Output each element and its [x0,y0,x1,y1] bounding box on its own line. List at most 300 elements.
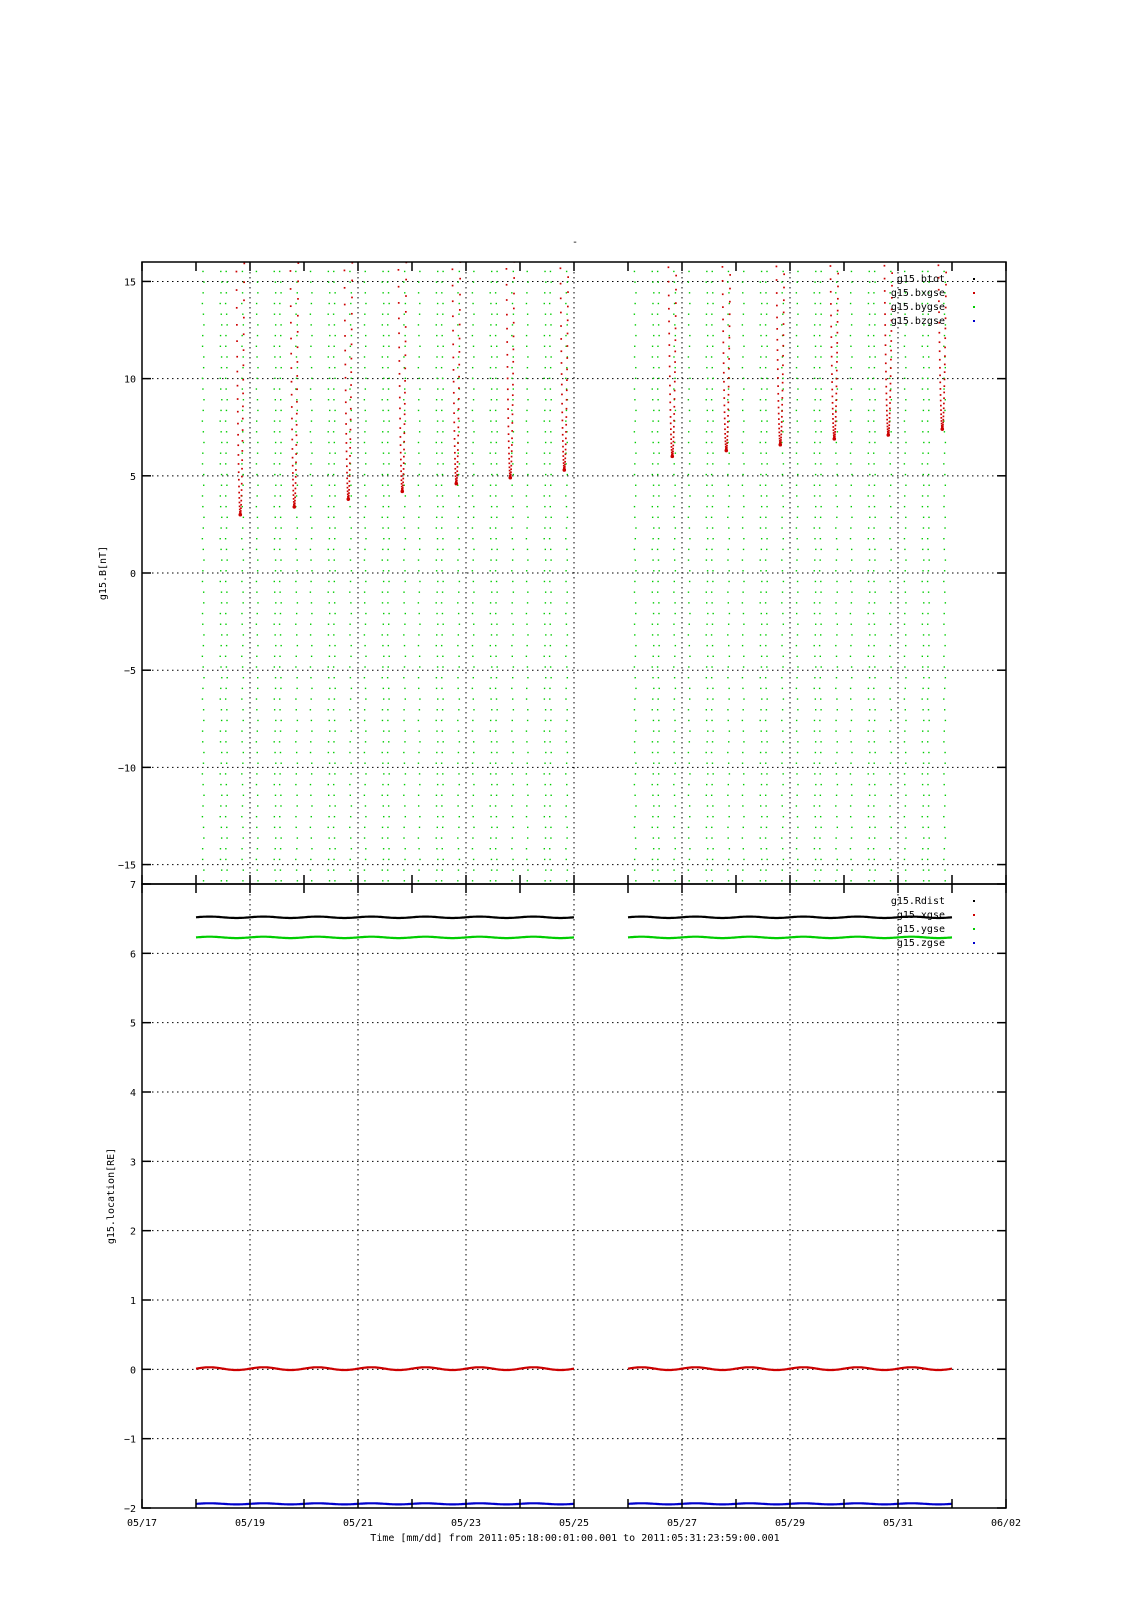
bygse-point [365,303,366,304]
bygse-point [761,730,762,731]
bygse-point [707,538,708,539]
bygse-point [850,538,851,539]
bygse-point [436,442,437,443]
bygse-point [819,292,820,293]
bygse-point [727,356,728,357]
bygse-point [765,805,766,806]
bygse-point [275,795,276,796]
bygse-point [689,420,690,421]
bygse-point [760,410,761,411]
bxgse-point [350,429,352,431]
bygse-point [565,420,566,421]
bygse-point [550,549,551,550]
bygse-point [675,292,676,293]
bygse-point [815,666,816,667]
bygse-point [351,335,352,336]
bygse-point [566,805,567,806]
bygse-point [928,688,929,689]
bygse-point [388,346,389,347]
bygse-point [850,292,851,293]
bygse-point [634,591,635,592]
bygse-point [890,859,891,860]
bygse-point [653,324,654,325]
bygse-point [436,410,437,411]
bygse-point [796,730,797,731]
bxgse-point [562,455,564,457]
bygse-point [310,281,311,282]
bygse-point [203,880,204,881]
bxgse-point [242,393,244,395]
bxgse-point [291,429,293,431]
bygse-point [527,720,528,721]
bygse-point [634,816,635,817]
bygse-point [544,303,545,304]
bygse-point [706,367,707,368]
bygse-point [442,709,443,710]
bygse-point [473,591,474,592]
bygse-point [220,271,221,272]
bygse-point [891,677,892,678]
bygse-point [743,613,744,614]
bygse-point [820,634,821,635]
bxgse-point [566,389,568,391]
bygse-point [473,795,474,796]
bygse-point [782,378,783,379]
bygse-point [835,763,836,764]
bxgse-point [513,322,515,324]
bygse-point [707,688,708,689]
bygse-point [850,570,851,571]
bygse-point [203,517,204,518]
bygse-point [711,399,712,400]
bygse-point [491,463,492,464]
bygse-point [689,613,690,614]
bxgse-point [672,453,674,455]
bygse-point [653,773,654,774]
bygse-point [495,452,496,453]
bygse-point [815,581,816,582]
bygse-point [889,848,890,849]
bygse-point [874,356,875,357]
bygse-point [550,410,551,411]
bxgse-point [943,403,945,405]
bygse-point [383,538,384,539]
bygse-point [766,666,767,667]
bygse-point [364,324,365,325]
bygse-point [707,848,708,849]
bygse-point [243,324,244,325]
bygse-point [441,399,442,400]
bygse-point [459,303,460,304]
bygse-point [657,399,658,400]
bygse-point [815,346,816,347]
bygse-point [405,538,406,539]
bygse-point [544,581,545,582]
bygse-point [922,314,923,315]
bygse-point [565,688,566,689]
bygse-point [349,666,350,667]
bygse-point [351,527,352,528]
bxgse-point [888,432,890,434]
bygse-point [329,848,330,849]
bygse-point [279,549,280,550]
bygse-point [761,784,762,785]
bygse-point [904,848,905,849]
bxgse-point [459,338,461,340]
y-tick-label: 2 [129,1226,136,1238]
bygse-point [387,367,388,368]
bygse-point [820,281,821,282]
bygse-point [707,452,708,453]
bygse-point [765,795,766,796]
bxgse-point [457,455,459,457]
bygse-point [873,613,874,614]
bygse-point [495,656,496,657]
bxgse-point [237,398,239,400]
bygse-point [707,463,708,464]
bygse-point [781,281,782,282]
bygse-point [418,399,419,400]
bygse-point [418,848,419,849]
bygse-point [544,388,545,389]
bygse-point [868,741,869,742]
bygse-point [782,591,783,592]
bygse-point [496,303,497,304]
bygse-point [814,442,815,443]
bygse-point [796,570,797,571]
bygse-point [382,634,383,635]
bygse-point [815,463,816,464]
bygse-point [782,314,783,315]
bygse-point [226,666,227,667]
bygse-point [761,538,762,539]
bygse-point [944,452,945,453]
bygse-point [310,549,311,550]
bygse-point [495,527,496,528]
bygse-point [706,880,707,881]
bxgse-point [401,479,403,481]
bygse-point [297,837,298,838]
bygse-point [387,837,388,838]
bygse-point [490,795,491,796]
bygse-point [383,859,384,860]
bygse-point [635,420,636,421]
bygse-point [675,452,676,453]
bygse-point [674,795,675,796]
bygse-point [365,613,366,614]
bygse-point [658,324,659,325]
bygse-point [927,730,928,731]
bygse-point [874,677,875,678]
bygse-point [905,869,906,870]
bygse-point [658,335,659,336]
bygse-point [310,324,311,325]
bygse-point [945,837,946,838]
bygse-point [675,570,676,571]
bygse-point [850,527,851,528]
bxgse-point [403,462,405,464]
bygse-point [819,452,820,453]
bygse-point [418,752,419,753]
bygse-point [850,848,851,849]
bygse-point [436,281,437,282]
bxgse-point [506,284,508,286]
bygse-point [511,378,512,379]
bxgse-point [403,456,405,458]
bygse-point [365,773,366,774]
bygse-point [688,677,689,678]
bygse-point [927,859,928,860]
bygse-point [490,452,491,453]
bygse-point [243,442,244,443]
bxgse-minimum [238,513,242,517]
bygse-point [819,410,820,411]
bygse-point [203,645,204,646]
bygse-point [761,378,762,379]
bygse-point [707,292,708,293]
bxgse-point [782,364,784,366]
bxgse-minimum [886,433,890,437]
bxgse-point [508,433,510,435]
bygse-point [435,485,436,486]
bygse-point [334,613,335,614]
bygse-point [567,752,568,753]
bygse-point [550,880,551,881]
bxgse-point [506,328,508,330]
bygse-point [226,314,227,315]
bygse-point [889,688,890,689]
bxgse-point [673,426,675,428]
bygse-point [513,666,514,667]
bygse-point [241,859,242,860]
bygse-point [436,730,437,731]
bxgse-point [727,401,729,403]
bygse-point [310,634,311,635]
bygse-point [905,763,906,764]
bygse-point [419,431,420,432]
bygse-point [257,324,258,325]
bygse-point [388,335,389,336]
bxgse-point [346,451,348,453]
bygse-point [458,730,459,731]
bxgse-point [831,389,833,391]
bygse-point [761,303,762,304]
bygse-point [279,303,280,304]
bygse-point [635,559,636,560]
bygse-point [203,720,204,721]
bygse-point [814,538,815,539]
bygse-point [437,827,438,828]
bygse-point [220,848,221,849]
bxgse-point [351,297,353,299]
bygse-point [928,399,929,400]
bxgse-point [565,424,567,426]
bygse-point [257,677,258,678]
bxgse-point [885,354,887,356]
bygse-point [944,314,945,315]
bygse-point [280,495,281,496]
bygse-point [328,624,329,625]
bygse-point [335,688,336,689]
bygse-point [765,281,766,282]
bygse-point [742,869,743,870]
bygse-point [490,602,491,603]
bxgse-point [296,388,298,390]
bygse-point [873,848,874,849]
bygse-point [221,367,222,368]
bygse-point [634,859,635,860]
bygse-point [728,506,729,507]
bygse-point [328,869,329,870]
bygse-point [472,645,473,646]
bygse-point [274,816,275,817]
bygse-point [727,677,728,678]
bygse-point [242,827,243,828]
bygse-point [458,773,459,774]
bygse-point [458,452,459,453]
bygse-point [473,816,474,817]
bxgse-point [670,428,672,430]
bygse-point [759,720,760,721]
bygse-point [242,474,243,475]
bygse-point [850,880,851,881]
bygse-point [333,827,334,828]
bygse-point [490,848,491,849]
bygse-point [550,763,551,764]
bygse-point [388,688,389,689]
bygse-point [651,431,652,432]
bygse-point [566,784,567,785]
bygse-point [549,688,550,689]
bygse-point [202,859,203,860]
bygse-point [689,741,690,742]
bygse-point [436,335,437,336]
bygse-point [459,859,460,860]
bygse-point [458,752,459,753]
bxgse-point [567,333,569,335]
bygse-point [905,570,906,571]
bxgse-point [776,266,778,268]
bygse-point [634,741,635,742]
bygse-point [472,720,473,721]
bygse-point [419,581,420,582]
bygse-point [458,474,459,475]
bxgse-point [776,328,778,330]
bygse-point [653,410,654,411]
bygse-point [495,880,496,881]
bygse-point [279,656,280,657]
bygse-point [874,880,875,881]
bygse-point [706,324,707,325]
bygse-point [673,346,674,347]
bxgse-point [891,285,893,287]
bygse-point [490,730,491,731]
bxgse-point [675,328,677,330]
bygse-point [526,570,527,571]
bygse-point [549,741,550,742]
bygse-point [766,378,767,379]
bygse-point [202,570,203,571]
bygse-point [220,335,221,336]
bygse-point [418,602,419,603]
bygse-point [383,452,384,453]
bygse-point [349,709,350,710]
bxgse-point [729,325,731,327]
bygse-point [688,784,689,785]
bygse-point [404,388,405,389]
bxgse-point [399,397,401,399]
bygse-point [403,281,404,282]
bygse-point [243,634,244,635]
bxgse-point [673,420,675,422]
bygse-point [945,485,946,486]
bxgse-point [511,422,513,424]
bygse-point [868,848,869,849]
bxgse-point [782,355,784,357]
bygse-point [220,495,221,496]
bygse-point [382,388,383,389]
bygse-point [814,570,815,571]
bygse-point [418,730,419,731]
bygse-point [765,869,766,870]
bygse-point [512,538,513,539]
bxgse-point [832,413,834,415]
bygse-point [674,281,675,282]
bygse-point [850,335,851,336]
bygse-point [544,463,545,464]
bxgse-point [889,421,891,423]
bygse-point [927,549,928,550]
bygse-point [364,666,365,667]
bygse-point [226,271,227,272]
bygse-point [904,431,905,432]
bxgse-point [506,299,508,301]
bygse-point [437,709,438,710]
bygse-point [742,837,743,838]
y-tick-label: 7 [129,880,136,891]
bygse-point [527,591,528,592]
bxgse-point [294,500,296,502]
bygse-point [673,388,674,389]
bygse-point [868,463,869,464]
bygse-point [742,399,743,400]
bygse-point [711,784,712,785]
bygse-point [814,688,815,689]
bygse-point [526,495,527,496]
bygse-point [328,388,329,389]
bygse-point [275,688,276,689]
bygse-point [220,431,221,432]
bygse-point [905,410,906,411]
bygse-point [689,538,690,539]
bygse-point [743,859,744,860]
bygse-point [329,538,330,539]
bygse-point [706,281,707,282]
bxgse-point [673,431,675,433]
bygse-point [297,880,298,881]
bygse-point [225,538,226,539]
bygse-point [310,517,311,518]
bygse-point [310,752,311,753]
bxgse-point [510,471,512,473]
bxgse-point [346,458,348,460]
bygse-point [765,880,766,881]
bygse-point [689,378,690,379]
bxgse-point [458,387,460,389]
bygse-point [419,378,420,379]
bygse-point [851,517,852,518]
bygse-point [728,581,729,582]
